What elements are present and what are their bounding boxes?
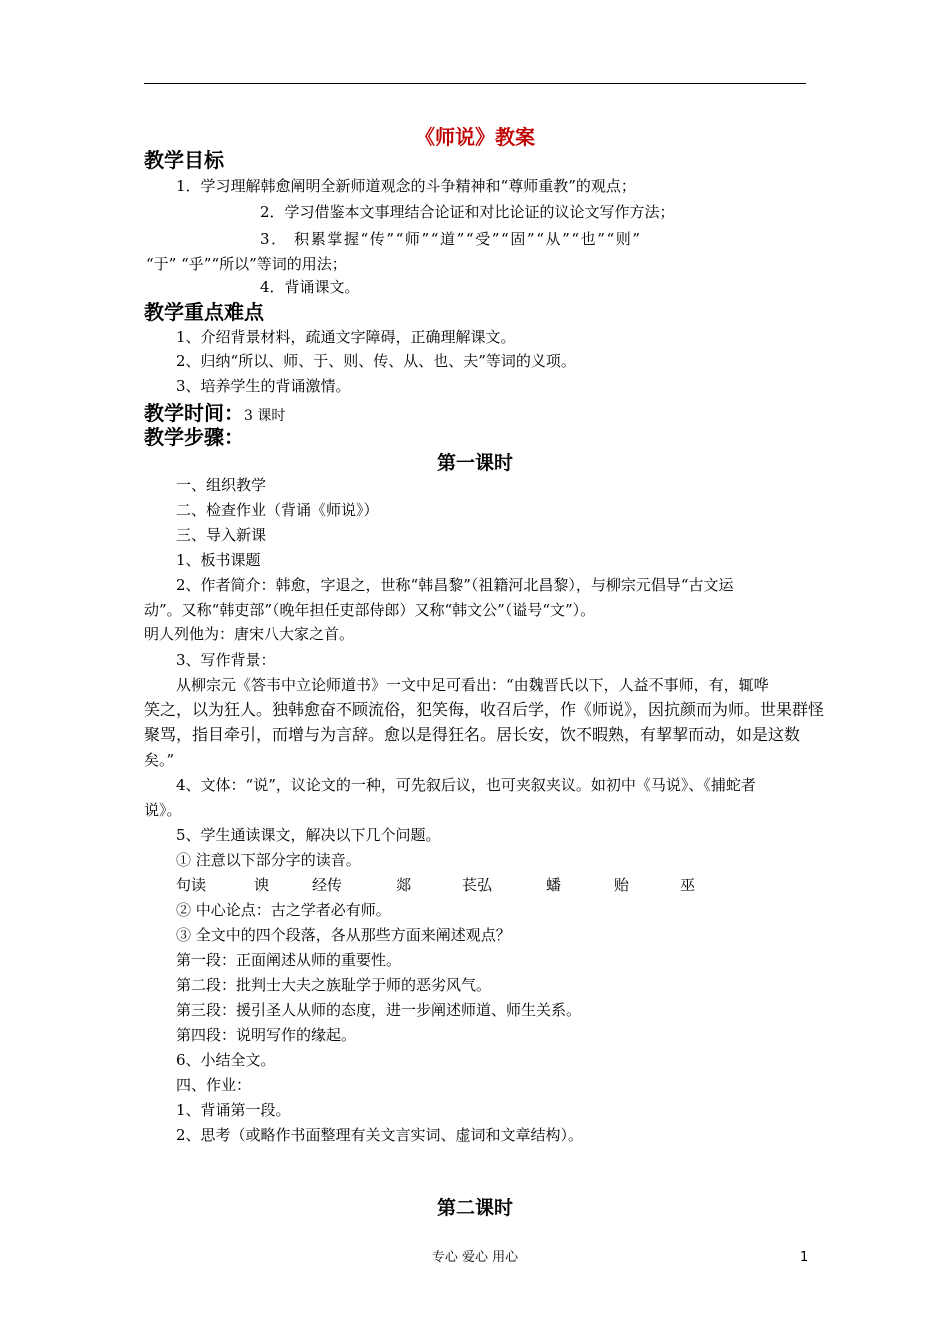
footer-text: 专心 爱心 用心 xyxy=(431,1250,519,1265)
lesson1-line: 一、组织教学 xyxy=(176,476,267,494)
pronunciation-word: 贻 xyxy=(614,876,630,894)
steps-heading: 教学步骤： xyxy=(144,425,244,449)
header-rule xyxy=(144,83,806,84)
lesson1-line: ① 注意以下部分字的读音。 xyxy=(176,851,361,869)
pronunciation-word: 谀 xyxy=(254,876,270,894)
page-number: 1 xyxy=(800,1250,809,1265)
time-value: 3 课时 xyxy=(244,408,286,424)
time-heading xyxy=(144,401,285,428)
lesson1-line: 5、学生通读课文，解决以下几个问题。 xyxy=(176,826,441,844)
goals-heading: 教学目标 xyxy=(144,148,224,172)
paragraph-summary: 第一段：正面阐述从师的重要性。 xyxy=(176,951,402,969)
lesson1-line: ③ 全文中的四个段落，各从那些方面来阐述观点？ xyxy=(176,926,511,944)
goal-item-1: 1．学习理解韩愈阐明全新师道观念的斗争精神和“尊师重教”的观点； xyxy=(176,177,636,195)
paragraph-summary: 第四段：说明写作的缘起。 xyxy=(176,1026,357,1044)
time-label: 教学时间： xyxy=(144,401,244,425)
lesson1-line: 3、写作背景： xyxy=(176,651,276,669)
author-intro-line: 动”。又称“韩吏部”（晚年担任吏部侍郎）又称“韩文公”（谥号“文”）。 xyxy=(144,601,596,619)
pronunciation-word: 经传 xyxy=(312,876,343,894)
author-intro-line: 2、作者简介：韩愈，字退之，世称“韩昌黎”（祖籍河北昌黎），与柳宗元倡导“古文运 xyxy=(176,576,734,594)
paragraph-summary: 第三段：援引圣人从师的态度，进一步阐述师道、师生关系。 xyxy=(176,1001,582,1019)
document-title: 《师说》教案 xyxy=(415,125,535,149)
lesson2-heading: 第二课时 xyxy=(436,1197,513,1219)
lesson1-line: ② 中心论点：古之学者必有师。 xyxy=(176,901,391,919)
background-line: 从柳宗元《答韦中立论师道书》一文中足可看出：“由魏晋氏以下，人益不事师，有，辄哗 xyxy=(176,676,769,694)
pronunciation-word: 郯 xyxy=(396,876,412,894)
goal-item-4: 4．背诵课文。 xyxy=(260,278,360,296)
lesson1-line: 1、板书课题 xyxy=(176,551,261,569)
lesson1-line: 三、导入新课 xyxy=(176,526,267,544)
genre-line: 4、文体：“说”，议论文的一种，可先叙后议，也可夹叙夹议。如初中《马说》、《捕蛇者 xyxy=(176,776,756,794)
pronunciation-word: 蟠 xyxy=(546,876,562,894)
pronunciation-word: 巫 xyxy=(680,876,696,894)
keypoint-item-3: 3、培养学生的背诵激情。 xyxy=(176,377,351,395)
pronunciation-word: 苌弘 xyxy=(462,876,493,894)
keypoint-item-1: 1、介绍背景材料，疏通文字障碍，正确理解课文。 xyxy=(176,328,516,346)
lesson1-heading: 第一课时 xyxy=(436,452,513,474)
goal-item-2: 2．学习借鉴本文事理结合论证和对比论证的议论文写作方法； xyxy=(260,203,675,221)
background-line: 笑之，以为狂人。独韩愈奋不顾流俗，犯笑侮，收召后学，作《师说》，因抗颜而为师。世果群怪 xyxy=(144,700,825,719)
paragraph-summary: 第二段：批判士大夫之族耻学于师的恶劣风气。 xyxy=(176,976,492,994)
keypoint-item-2: 2、归纳“所以、师、于、则、传、从、也、夫”等词的义项。 xyxy=(176,352,576,370)
keypoints-heading: 教学重点难点 xyxy=(144,300,264,324)
homework-item: 2、思考（或略作书面整理有关文言实词、虚词和文章结构）。 xyxy=(176,1126,584,1144)
pronunciation-word: 句读 xyxy=(176,876,207,894)
author-intro-line: 明人列他为：唐宋八大家之首。 xyxy=(144,625,355,643)
lesson1-line: 6、小结全文。 xyxy=(176,1051,276,1069)
goal-item-3: 3． 积累掌握“传”“师”“道”“受”“固”“从”“也”“则” xyxy=(260,230,642,248)
homework-item: 1、背诵第一段。 xyxy=(176,1101,291,1119)
background-line: 聚骂，指目牵引，而增与为言辞。愈以是得狂名。居长安，饮不暇熟，有挈挈而动，如是这数 xyxy=(144,725,801,744)
genre-line: 说》。 xyxy=(144,801,182,819)
lesson1-line: 四、作业： xyxy=(176,1076,252,1094)
goal-item-3-cont: “于” “乎”“所以”等词的用法； xyxy=(146,255,347,273)
background-line: 矣。” xyxy=(144,751,175,769)
lesson1-line: 二、检查作业（背诵《师说》） xyxy=(176,501,379,519)
